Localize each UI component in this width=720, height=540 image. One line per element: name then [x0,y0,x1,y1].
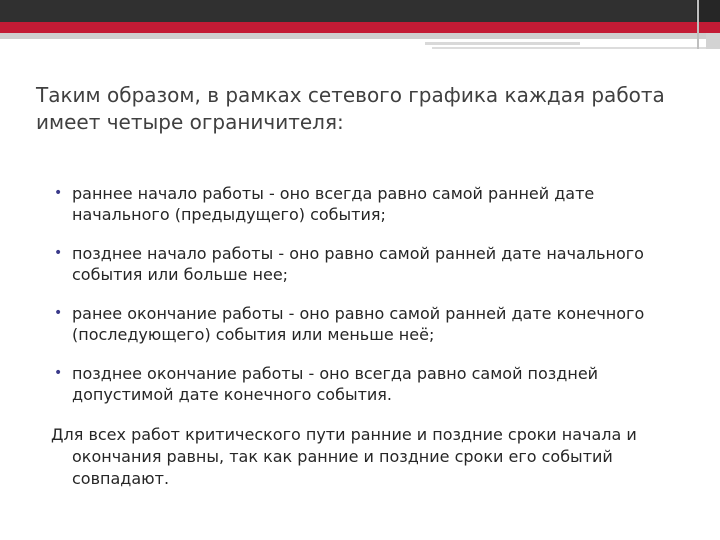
summary-note: Для всех работ критического пути ранние и поздние сроки начала и окончания равны, так как ранние и поздние сроки его событий совпадают. [51,425,637,488]
header-corner-gray [706,33,720,49]
list-item [54,183,694,225]
list-item [54,303,694,345]
bullet-icon: • [54,185,63,201]
header-band-gray [0,33,720,39]
list-item [54,243,694,285]
item-description: - оно всегда равно самой поздней допустимой дате конечного события. [72,364,599,404]
bullet-icon: • [54,365,63,381]
header-line-long [432,47,720,49]
header-corner-divider [697,0,699,49]
item-term: раннее начало работы [72,184,264,203]
item-description: - оно всегда равно самой ранней дате начального (предыдущего) события; [72,184,595,224]
slide-title: Таким образом, в рамках сетевого графика каждая работа имеет четыре ограничителя: [36,83,665,134]
item-description: - оно равно самой ранней дате начального события или больше нее; [72,244,644,284]
item-term: позднее окончание работы [72,364,304,383]
item-term: позднее начало работы [72,244,274,263]
list-item [54,363,694,405]
constraint-list [54,183,694,423]
item-term: ранее окончание работы [72,304,284,323]
bullet-icon: • [54,245,63,261]
bullet-icon: • [54,305,63,321]
item-description: - оно равно самой ранней дате конечного (последующего) события или меньше неё; [72,304,645,344]
header-corner-dark [696,0,720,22]
header-band-red [0,22,720,33]
header-band-dark [0,0,720,22]
header-line-short [425,42,580,45]
